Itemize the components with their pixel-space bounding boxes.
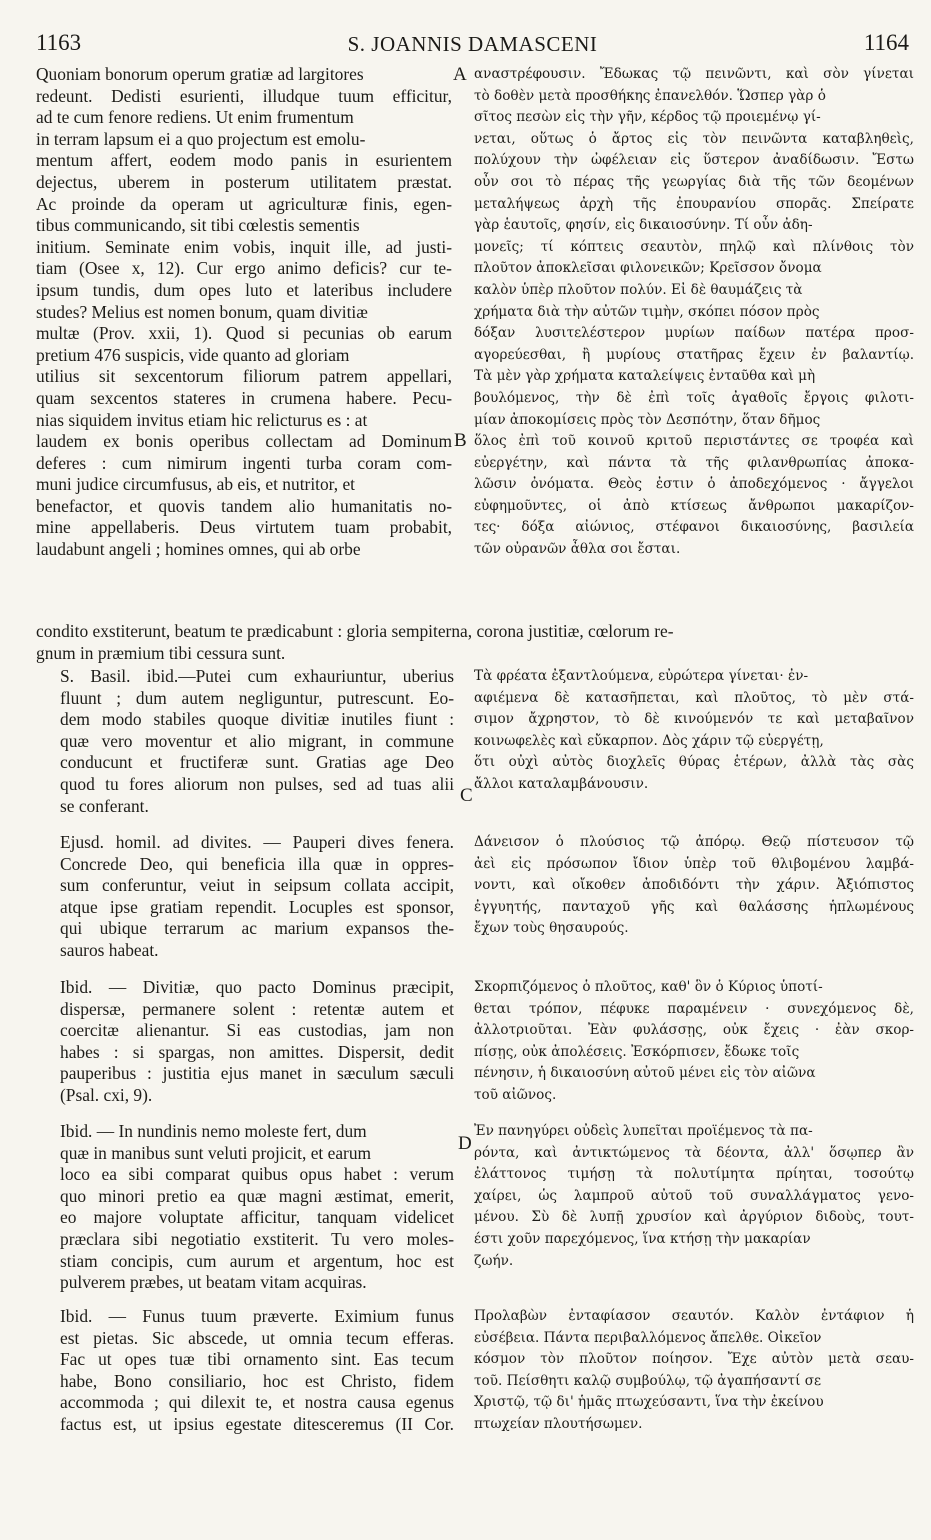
page-header	[36, 30, 909, 62]
text-line: in terram lapsum ei a quo projectum est emolu-	[36, 128, 366, 149]
text-line: dispersæ, permanere solent : retentæ autem et	[60, 998, 454, 1019]
text-line: sauros habeat.	[60, 939, 159, 960]
text-line: τὸ δοθὲν μετὰ προσθήκης ἐπανελθόν. Ὥσπερ γὰρ ὁ	[474, 87, 826, 104]
page-number-right: 1164	[863, 30, 909, 55]
text-line: αγορεύεσθαι, ἢ μυρίους στατῆρας ἔχειν ἐν βαλαντίῳ.	[474, 346, 914, 363]
text-line: ζωήν.	[474, 1252, 514, 1269]
text-line: χαίρει, ὡς λαμπροῦ αὐτοῦ τοῦ συναλλάγματος γενο-	[474, 1187, 914, 1204]
text-line: dejectus, uberem in posterum utilitatem præstat.	[36, 171, 452, 192]
text-line: μονεῖς; τί κόπτεις σεαυτὸν, πηλῷ καὶ πλίνθοις τὸν	[474, 238, 914, 255]
text-line: qui ubique terrarum ac marium expansos the-	[60, 918, 454, 939]
text-line: quod tu fores aliorum non pulses, sed ad tuas alii	[60, 773, 454, 794]
text-line: θεται τρόπον, πέφυκε παραμένειν · συνεχόμενος δὲ,	[474, 1000, 914, 1017]
text-line: pauperibus : justitia ejus manet in sæculum sæculi	[60, 1063, 454, 1084]
text-line: initium. Seminate enim vobis, inquit ille, ad justi-	[36, 236, 452, 257]
text-line: laudabunt angeli ; homines omnes, qui ab orbe	[36, 539, 361, 560]
latin-nundinis-section	[60, 1121, 454, 1294]
text-line: redeunt. Dedisti esurienti, illudque tuum efficitur,	[36, 85, 452, 106]
text-line: χρήματα διὰ τὴν αὐτῶν τιμὴν, σκόπει πόσον πρὸς	[474, 303, 820, 320]
text-line: gnum in præmium tibi cessura sunt.	[36, 643, 286, 663]
text-line: S. Basil. ibid.—Putei cum exhauriuntur, uberius	[60, 666, 454, 686]
latin-column-top	[36, 64, 452, 561]
margin-letter-b: B	[454, 430, 467, 451]
greek-funus-section	[474, 1306, 914, 1436]
text-line: quæ vero moventur et alio migrant, in commune	[60, 730, 454, 751]
text-line: Quoniam bonorum operum gratiæ ad largitores	[36, 64, 364, 84]
greek-divitiae-section	[474, 977, 914, 1107]
text-line: fluunt ; dum autem negliguntur, putrescunt. Eo-	[60, 687, 454, 708]
text-line: Σκορπιζόμενος ὁ πλοῦτος, καθ' ὃν ὁ Κύριος ὑποτί-	[474, 979, 823, 995]
text-line: mine appellaberis. Deus virtutem tuam probabit,	[36, 517, 452, 538]
text-line: habes : si spargas, non amittes. Dispersit, dedit	[60, 1041, 454, 1062]
text-line: αφιέμενα δὲ κατασῆπεται, καὶ πλοῦτος, τὸ μὲν στά-	[474, 689, 914, 706]
greek-homily-section	[474, 832, 914, 940]
text-line: loco ea sibi comparat quibus opus habet : verum	[60, 1164, 454, 1185]
text-line: pulverem præbes, ut beatam vitam acquiras.	[60, 1272, 367, 1293]
text-line: laudem ex bonis operibus collectam ad Dominum	[36, 431, 452, 452]
text-line: Ac proinde da operam ut agriculturæ finis, egen-	[36, 193, 452, 214]
text-line: habe, Bono consiliario, hoc est Christo, fidem	[60, 1370, 454, 1391]
text-line: studes? Melius est nomen bonum, quam divitiæ	[36, 301, 368, 322]
text-line: est pietas. Sic abscede, ut omnia tecum efferas.	[60, 1327, 454, 1348]
text-line: νεται, οὕτως ὁ ἄρτος εἰς τὸν πεινῶντα καταβληθεὶς,	[474, 130, 914, 147]
text-line: deferes : cum nimirum ingenti turba coram com-	[36, 452, 452, 473]
text-line: eo majore voluptate afficitur, tanquam videlicet	[60, 1207, 454, 1228]
text-line: λῶσιν ὀνόματα. Θεὸς ἐστιν ὁ ἀποδεχόμενος · ἄγγελοι	[474, 476, 914, 493]
text-line: Τὰ μὲν γὰρ χρήματα καταλείψεις ἐνταῦθα καὶ μὴ	[474, 368, 816, 385]
text-line: τοῦ αἰῶνος.	[474, 1086, 557, 1103]
latin-basil-section	[60, 666, 454, 817]
text-line: Ἐν πανηγύρει οὐδεὶς λυπεῖται προϊέμενος τὰ πα-	[474, 1123, 813, 1139]
text-line: τοῦ. Πείσθητι καλῷ συμβούλῳ, τῷ ἀγαπήσαντί σε	[474, 1372, 822, 1389]
text-line: Ibid. — Funus tuum præverte. Eximium funus	[60, 1306, 454, 1326]
latin-funus-section	[60, 1306, 454, 1436]
text-line: condito exstiterunt, beatum te prædicabunt : gloria sempiterna, corona justitiæ, cœlorum re-	[36, 621, 674, 641]
text-line: πτωχείαν πλουτήσωμεν.	[474, 1415, 643, 1432]
text-line: μένου. Σὺ δὲ λυπῇ χρυσίον καὶ ἀργύριον διδοὺς, τουτ-	[474, 1209, 914, 1226]
margin-letter-c: C	[460, 785, 473, 806]
text-line: ἀεὶ εἰς πρόσωπον ἴδιον ὑπὲρ τοῦ θλιβομένου λαμβά-	[474, 855, 914, 872]
text-line: nias siquidem invitus etiam hic relicturus es : at	[36, 409, 368, 430]
text-line: ἐγγυητής, πανταχοῦ γῆς καὶ θαλάσσης ἡπλωμένους	[474, 898, 914, 915]
greek-column-top	[474, 64, 914, 561]
text-line: καλὸν ὑπὲρ πλοῦτον πολύν. Εἰ δὲ θαυμάζεις τὰ	[474, 281, 803, 298]
text-line: κοινωφελὲς καὶ εὔκαρπον. Δὸς χάριν τῷ εὐεργέτῃ,	[474, 732, 824, 749]
text-line: ad te cum fenore rediens. Ut enim frumentum	[36, 107, 354, 128]
text-line: εὐσέβεια. Πάντα περιβαλλόμενος ἄπελθε. Οἰκεῖον	[474, 1329, 822, 1346]
text-line: τες· δόξα αἰώνιος, στέφανοι δικαιοσύνης, βασιλεία	[474, 519, 914, 536]
page-number-left: 1163	[36, 30, 82, 55]
text-line: τῶν οὐρανῶν ἆθλα σοι ἔσται.	[474, 541, 681, 558]
text-line: benefactor, et quovis tandem alio humanitatis no-	[36, 495, 452, 516]
text-line: factus est, ut ipsius egestate ditesceremus (II Cor.	[60, 1413, 454, 1434]
latin-homily-section	[60, 832, 454, 962]
text-line: πίσῃς, οὐκ ἀπολέσεις. Ἐσκόρπισεν, ἔδωκε τοῖς	[474, 1043, 800, 1060]
text-line: quæ in manibus sunt veluti projicit, et earum	[60, 1142, 372, 1163]
text-line: muni judice circumfusus, ab eis, et nutritor, et	[36, 474, 356, 495]
text-line: Ejusd. homil. ad divites. — Pauperi dives fenera.	[60, 832, 454, 852]
text-line: accommoda ; qui dilexit te, et nostra causa egenus	[60, 1392, 454, 1413]
text-line: ἀλλοτριοῦται. Ἐὰν φυλάσσῃς, οὐκ ἔχεις · ἐὰν σκορ-	[474, 1022, 914, 1039]
text-line: præclara sibi negotiatio exstiterit. Tu vero moles-	[60, 1228, 454, 1249]
text-line: coercitæ alienantur. Si eas custodias, jam non	[60, 1020, 454, 1041]
text-line: αναστρέφουσιν. Ἔδωκας τῷ πεινῶντι, καὶ σὸν γίνεται	[474, 66, 914, 82]
greek-basil-section	[474, 666, 914, 796]
text-line: γὰρ ἑαυτοῖς, φησίν, εἰς δικαιοσύνην. Τί οὖν ἀδη-	[474, 217, 813, 234]
text-line: ὅλος ἐπὶ τοῦ κοινοῦ κριτοῦ περιστάντες σε τροφέα καὶ	[474, 433, 914, 450]
text-line: ρόντα, καὶ ἀντικτώμενος τὰ δέοντα, ἀλλ' ὅσῳπερ ἂν	[474, 1144, 914, 1161]
text-line: atque ipse gratiam rependit. Locuples est sponsor,	[60, 896, 454, 917]
margin-letter-d: D	[458, 1133, 472, 1154]
text-line: ἔχων τοὺς θησαυρούς.	[474, 920, 629, 937]
text-line: quo minori pretio ea quæ magni æstimat, emerit,	[60, 1185, 454, 1206]
text-line: σῖτος πεσὼν εἰς τὴν γῆν, κέρδος τῷ προιεμένῳ γί-	[474, 109, 821, 126]
text-line: ipsum tundis, dum opes luto et lateribus includere	[36, 279, 452, 300]
text-line: multæ (Prov. xxii, 1). Quod si pecunias ob earum	[36, 323, 452, 344]
text-line: (Psal. cxi, 9).	[60, 1084, 153, 1105]
text-line: quam sexcentos stateres in crumena habere. Pecu-	[36, 387, 452, 408]
latin-divitiae-section	[60, 977, 454, 1107]
text-line: δόξαν λυσιτελέστερον μυρίων παίδων πατέρα προσ-	[474, 325, 914, 342]
text-line: se conferant.	[60, 795, 149, 816]
text-line: stiam concipis, cum aurum et argentum, hoc est	[60, 1250, 454, 1271]
text-line: utilius sit sexcentorum filiorum patrem appellari,	[36, 366, 452, 387]
text-line: εὐεργέτην, καὶ πάντα τὰ τῆς φιλανθρωπίας ἀποκα-	[474, 454, 914, 471]
text-line: ὅτι οὐχὶ αὐτὸς διοχλεῖς θύρας ἑτέρων, ἀλλὰ τὰς σὰς	[474, 754, 914, 771]
text-line: sum conferuntur, veiut in seipsum collata accipit,	[60, 875, 454, 896]
text-line: conducunt et fructiferæ sunt. Gratias age Deo	[60, 752, 454, 773]
text-line: έστι χοῦν παρεχόμενος, ἵνα κτήσῃ τὴν μακαρίαν	[474, 1230, 811, 1247]
greek-nundinis-section	[474, 1121, 914, 1272]
text-line: πένησιν, ἡ δικαιοσύνη αὐτοῦ μένει εἰς τὸν αἰῶνα	[474, 1065, 816, 1082]
text-line: μίαν ἀποκομίσεις πρὸς τὸν Δεσπότην, ὅταν δῆμος	[474, 411, 821, 428]
margin-letter-a: A	[453, 64, 467, 85]
text-line: dem modo stabiles quoque divitiæ inutiles fiunt :	[60, 709, 454, 730]
text-line: pretium 476 suspicis, vide quanto ad gloriam	[36, 344, 350, 365]
latin-full-width-lines	[36, 620, 916, 664]
text-line: Χριστῷ, τῷ δι' ἡμᾶς πτωχεύσαντι, ἵνα τὴν ἐκείνου	[474, 1394, 824, 1411]
text-line: ἄλλοι καταλαμβάνουσιν.	[474, 775, 649, 792]
text-line: Ibid. — Divitiæ, quo pacto Dominus præcipit,	[60, 977, 454, 997]
text-line: Δάνεισον ὁ πλούσιος τῷ ἀπόρῳ. Θεῷ πίστευσον τῷ	[474, 834, 914, 850]
text-line: tibus communicando, sit tibi cœlestis sementis	[36, 215, 360, 236]
text-line: Προλαβὼν ἐνταφίασον σεαυτόν. Καλὸν ἐντάφιον ἡ	[474, 1308, 914, 1324]
text-line: Fac ut opes tuæ tibi ornamento sint. Eas tecum	[60, 1349, 454, 1370]
text-line: πλοῦτον ἀποκλεῖσαι φιλονεικῶν; Κρεῖσσον ὄνομα	[474, 260, 822, 277]
text-line: μεταλήψεως ἀρχὴ τῆς ἐπουρανίου σπορᾶς. Σπείρατε	[474, 195, 914, 212]
text-line: πολύχουν τὴν ὠφέλειαν εἰς ὕστερον ἀναδίδωσιν. Ἔστω	[474, 152, 914, 169]
text-line: οὖν σοι τὸ πέρας τῆς γεωργίας διὰ τῆς τῶν δεομένων	[474, 173, 914, 190]
text-line: κόσμον τὸν πλοῦτον ποίησον. Ἔχε αὐτὸν μετὰ σεαυ-	[474, 1351, 914, 1368]
text-line: tiam (Osee x, 12). Cur ergo animo deficis? cur te-	[36, 258, 452, 279]
text-line: νοντι, καὶ οἴκοθεν ἀποδιδόντι τὴν χάριν. Ἀξιόπιστος	[474, 877, 914, 894]
text-line: βουλόμενος, τὴν δὲ ἐπὶ τοῖς ἀγαθοῖς ἔργοις φιλοτι-	[474, 389, 914, 406]
text-line: σιμον ἄχρηστον, τὸ δὲ κινούμενόν τε καὶ μεταβαῖνον	[474, 711, 914, 728]
text-line: Concrede Deo, qui beneficia illa quæ in oppres-	[60, 853, 454, 874]
running-title: S. JOANNIS DAMASCENI	[347, 32, 598, 56]
text-line: Ibid. — In nundinis nemo moleste fert, dum	[60, 1121, 367, 1141]
text-line: ἐλάττονος τιμήσῃ τὰ πολυτίμητα πρίηται, τοσούτῳ	[474, 1166, 914, 1183]
text-line: Τὰ φρέατα ἐξαντλούμενα, εὐρώτερα γίνεται· ἐν-	[474, 668, 809, 684]
text-line: εὐφημοῦντες, οἱ ἀπὸ κτίσεως ἄνθρωποι μακαρίζον-	[474, 497, 914, 514]
text-line: mentum affert, eodem modo panis in esurientem	[36, 150, 452, 171]
